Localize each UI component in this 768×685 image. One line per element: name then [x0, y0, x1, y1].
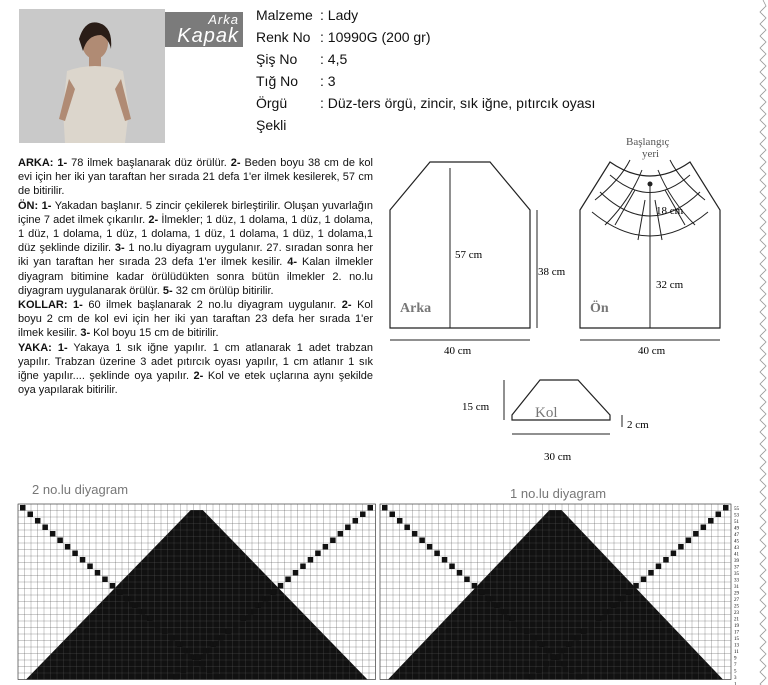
stitch-mark: [368, 505, 374, 511]
spec-key: Şiş No: [256, 51, 298, 67]
step-number: 5-: [162, 284, 173, 297]
stitch-mark: [412, 531, 418, 537]
row-number: 13: [734, 643, 739, 649]
stitch-mark: [576, 674, 582, 680]
spec-key: Malzeme: [256, 7, 313, 23]
stitch-mark: [536, 668, 542, 674]
stitch-mark: [300, 564, 306, 570]
stitch-mark: [404, 525, 410, 531]
stitch-mark: [546, 648, 552, 654]
spec-row: [256, 48, 595, 70]
instructions: [18, 156, 373, 397]
stitch-mark: [155, 622, 161, 628]
stitch-mark: [203, 648, 209, 654]
stitch-mark: [353, 518, 359, 524]
row-number: 37: [734, 565, 739, 571]
stitch-mark: [671, 551, 677, 557]
kollar-paragraph: [18, 298, 373, 341]
stitch-mark: [574, 635, 580, 641]
stitch-mark: [596, 616, 602, 622]
arka-text: 78 ilmek başlanarak düz örülür.: [67, 157, 231, 169]
row-number: 19: [734, 624, 739, 629]
stitch-mark: [117, 590, 123, 596]
stitch-mark: [457, 570, 463, 576]
stitch-mark: [132, 603, 138, 609]
stitch-mark: [716, 512, 722, 518]
spec-key: Tığ No: [256, 73, 299, 89]
stitch-mark: [240, 616, 246, 622]
spec-value: : 10990G (200 gr): [320, 29, 431, 45]
stitch-mark: [80, 557, 86, 563]
stitch-mark: [539, 642, 545, 648]
stitch-mark: [427, 544, 433, 550]
row-number: 47: [734, 533, 739, 538]
spec-row: [256, 26, 595, 48]
stitch-mark: [323, 544, 329, 550]
zigzag-border: [758, 0, 768, 685]
stitch-mark: [199, 661, 205, 667]
stitch-mark: [663, 557, 669, 563]
chart-2-title: 2 no.lu diyagram: [32, 482, 129, 497]
tag-line-2: Kapak: [177, 25, 239, 47]
step-number: 2-: [148, 213, 159, 226]
stitch-mark: [544, 661, 550, 667]
stitch-mark: [723, 505, 729, 511]
row-number: 55: [734, 507, 739, 512]
stitch-mark: [494, 603, 500, 609]
arka-label: Arka: [400, 301, 432, 316]
stitch-mark: [472, 583, 478, 589]
row-number: 7: [734, 663, 737, 668]
row-number: 27: [734, 598, 739, 603]
spec-key: Örgü Şekli: [256, 95, 288, 133]
arka-height-label: 57 cm: [455, 249, 483, 261]
stitch-mark: [532, 635, 538, 641]
stitch-mark: [588, 622, 594, 628]
row-number: 49: [734, 526, 739, 532]
stitch-mark: [95, 570, 101, 576]
stitch-mark: [529, 674, 535, 680]
spec-value: : 4,5: [320, 51, 348, 67]
tag-line-1: Arka: [208, 12, 239, 27]
on-neck-label: 18 cm: [656, 205, 684, 217]
stitch-mark: [656, 564, 662, 570]
stitch-mark: [140, 609, 146, 615]
stitch-mark: [479, 590, 485, 596]
stitch-mark: [561, 661, 567, 667]
stitch-mark: [293, 570, 299, 576]
row-number: 53: [734, 513, 739, 519]
stitch-mark: [487, 596, 493, 602]
stitch-mark: [569, 668, 575, 674]
stitch-mark: [20, 505, 26, 511]
kol-cuff-label: 2 cm: [627, 419, 649, 431]
stitch-mark: [173, 674, 179, 680]
stitch-mark: [263, 596, 269, 602]
kollar-text: 60 ilmek başlanarak 2 no.lu diyagram uygulanır.: [82, 299, 342, 312]
stitch-mark: [278, 583, 284, 589]
row-number: 3: [734, 676, 737, 681]
stitch-mark: [611, 603, 617, 609]
stitch-mark: [581, 629, 587, 635]
stitch-mark: [633, 583, 639, 589]
row-number: 51: [734, 520, 739, 525]
stitch-mark: [618, 596, 624, 602]
row-number: 15: [734, 637, 739, 642]
stitch-mark: [686, 538, 692, 544]
row-number: 9: [734, 656, 737, 662]
kol-width-label: 30 cm: [544, 451, 572, 463]
stitch-mark: [196, 655, 202, 661]
row-number: 41: [734, 552, 739, 558]
spec-row: [256, 70, 595, 92]
stitch-mark: [389, 512, 395, 518]
on-text: Yakadan başlanır. 5 zincir çekilerek birleştirilir. Oluşan yuvarlağın içine 7 adet ilmek çıkarılır.: [18, 199, 373, 226]
cover-photo: [19, 9, 165, 143]
stitch-mark: [65, 544, 71, 550]
stitch-mark: [502, 609, 508, 615]
stitch-mark: [184, 648, 190, 654]
stitch-mark: [42, 525, 48, 531]
stitch-mark: [641, 577, 647, 583]
step-number: 2-: [341, 299, 352, 312]
row-number: 25: [734, 604, 739, 610]
stitch-mark: [382, 505, 388, 511]
stitch-mark: [648, 570, 654, 576]
stitch-mark: [419, 538, 425, 544]
kollar-text-3: Kol boyu 15 cm de bitirilir.: [90, 327, 219, 340]
stitch-mark: [35, 518, 41, 524]
row-number: 5: [734, 669, 737, 675]
row-number: 31: [734, 585, 739, 590]
cover-tag: [165, 12, 243, 47]
stitch-mark: [207, 668, 213, 674]
stitch-mark: [125, 596, 130, 602]
stitch-mark: [678, 544, 684, 550]
stitch-mark: [338, 531, 344, 537]
stitch-mark: [57, 538, 63, 544]
stitch-mark: [442, 557, 448, 563]
row-number: 39: [734, 559, 739, 564]
arka-heading: ARKA: 1-: [18, 157, 68, 169]
arka-paragraph: [18, 156, 373, 199]
stitch-mark: [566, 642, 572, 648]
garment-schematics: [380, 130, 720, 470]
chart-1-grid: [380, 504, 731, 680]
row-number: 1: [734, 682, 737, 685]
spec-value: : 3: [320, 73, 336, 89]
yaka-text-2: Kol ve etek uçlarına aynı şekilde oya yapılarak bitirilir.: [18, 370, 374, 397]
model-figure: [19, 9, 165, 143]
stitch-mark: [102, 577, 108, 583]
stitch-mark: [188, 661, 194, 667]
stitch-mark: [181, 668, 187, 674]
stitch-mark: [170, 635, 176, 641]
arka-text-2: Beden boyu 38 cm de kol evi için her iki yan taraftan her sırada 21 defa 1'er ilmek kesilerek, 57 cm de bitirilir.: [18, 157, 373, 198]
stitch-mark: [708, 518, 714, 524]
stitch-mark: [693, 531, 699, 537]
stitch-mark: [397, 518, 403, 524]
spec-value: : Lady: [320, 7, 359, 23]
on-text-5: 32 cm örülüp bitirilir.: [172, 284, 274, 297]
stitch-mark: [701, 525, 707, 531]
stitch-mark: [449, 564, 455, 570]
yaka-paragraph: [18, 341, 373, 398]
stitch-mark: [255, 603, 261, 609]
on-body-label: 32 cm: [656, 279, 684, 291]
on-text-3: 1 no.lu diyagram uygulanır. 27. sıradan sonra her iki yan taraftan her sırada 23 defa 1'er ilmek kesilir.: [18, 242, 373, 269]
stitch-mark: [177, 642, 183, 648]
stitch-mark: [315, 551, 321, 557]
row-number: 11: [734, 650, 739, 655]
stitch-mark: [360, 512, 366, 518]
step-number: 3-: [114, 242, 125, 255]
row-number: 29: [734, 591, 739, 597]
start-label: Başlangıç: [626, 136, 670, 148]
kol-label: Kol: [535, 405, 558, 421]
on-label: Ön: [590, 301, 609, 316]
stitch-mark: [147, 616, 153, 622]
stitch-mark: [72, 551, 78, 557]
stitch-mark: [559, 648, 565, 654]
on-heading: ÖN: 1-: [18, 199, 52, 212]
row-number: 43: [734, 546, 739, 551]
on-text-2: İlmekler; 1 düz, 1 dolama, 1 düz, 1 dolama, 1 düz, 1 dolama, 1 düz, 1 dolama, 1 düz, 1 dolama, 1 düz, 1 dolama,1 düz şeklinde dizilir.: [18, 213, 374, 255]
on-width-label: 40 cm: [638, 345, 666, 357]
chart-1-title: 1 no.lu diyagram: [510, 486, 607, 501]
yaka-heading: YAKA: 1-: [18, 341, 68, 354]
kol-outline: [512, 380, 610, 420]
kollar-text-2: Kol boyu 2 cm de kol evi için her iki yan taraftan 23 defa her sırada 1'er ilmek kesilir.: [18, 299, 373, 340]
stitch-mark: [330, 538, 336, 544]
stitch-mark: [551, 655, 557, 661]
stitch-mark: [345, 525, 351, 531]
body-height-label: 38 cm: [538, 266, 566, 278]
stitch-mark: [270, 590, 276, 596]
stitch-mark: [214, 674, 220, 680]
spec-key: Renk No: [256, 29, 311, 45]
chart-2-grid: [18, 504, 376, 680]
stitch-mark: [434, 551, 440, 557]
stitch-mark: [233, 622, 239, 628]
stitch-mark: [211, 642, 217, 648]
stitch-mark: [225, 629, 231, 635]
stitch-mark: [603, 609, 609, 615]
row-number: 23: [734, 611, 739, 616]
stitch-mark: [27, 512, 32, 518]
row-number: 17: [734, 630, 739, 636]
stitch-mark: [517, 622, 523, 628]
kol-height-label: 15 cm: [462, 401, 490, 413]
stitch-mark: [509, 616, 515, 622]
yaka-text: Yakaya 1 sık iğne yapılır. 1 cm atlanarak 1 adet trabzan yapılır. Trabzan üzerine 3 adet pıtırcık oyası yapılır, 1 cm atlanır 1 sık iğne yapılır.... şeklinde oya yapılır.: [18, 341, 373, 383]
stitch-mark: [285, 577, 291, 583]
spec-row: [256, 4, 595, 26]
step-number: 2-: [230, 157, 241, 169]
stitch-mark: [524, 629, 530, 635]
row-number: 21: [734, 617, 739, 623]
stitch-mark: [218, 635, 224, 641]
spec-value: : Düz-ters örgü, zincir, sık iğne, pıtırcık oyası: [320, 95, 596, 111]
stitch-mark: [110, 583, 116, 589]
arka-width-label: 40 cm: [444, 345, 472, 357]
on-text-4: Kalan ilmekler diyagram bitimine kadar örülüdükten sonra bütün ilmekler 2. no.lu diyagram uygulanarak örülür.: [18, 256, 373, 297]
step-number: 3-: [80, 327, 91, 340]
row-number: 35: [734, 572, 739, 577]
row-number: 33: [734, 578, 739, 584]
stitch-mark: [50, 531, 56, 537]
specs-list: [256, 4, 595, 136]
stitch-mark: [162, 629, 168, 635]
step-number: 4-: [287, 256, 298, 269]
stitch-mark: [308, 557, 314, 563]
start-label-2: yeri: [642, 148, 660, 160]
stitch-mark: [464, 577, 470, 583]
stitch-mark: [87, 564, 93, 570]
kollar-heading: KOLLAR: 1-: [18, 299, 83, 312]
stitch-mark: [626, 590, 632, 596]
stitch-mark: [248, 609, 254, 615]
row-number: 45: [734, 539, 739, 545]
on-paragraph: [18, 199, 373, 298]
knitting-charts: [18, 504, 748, 684]
step-number: 2-: [193, 370, 204, 383]
